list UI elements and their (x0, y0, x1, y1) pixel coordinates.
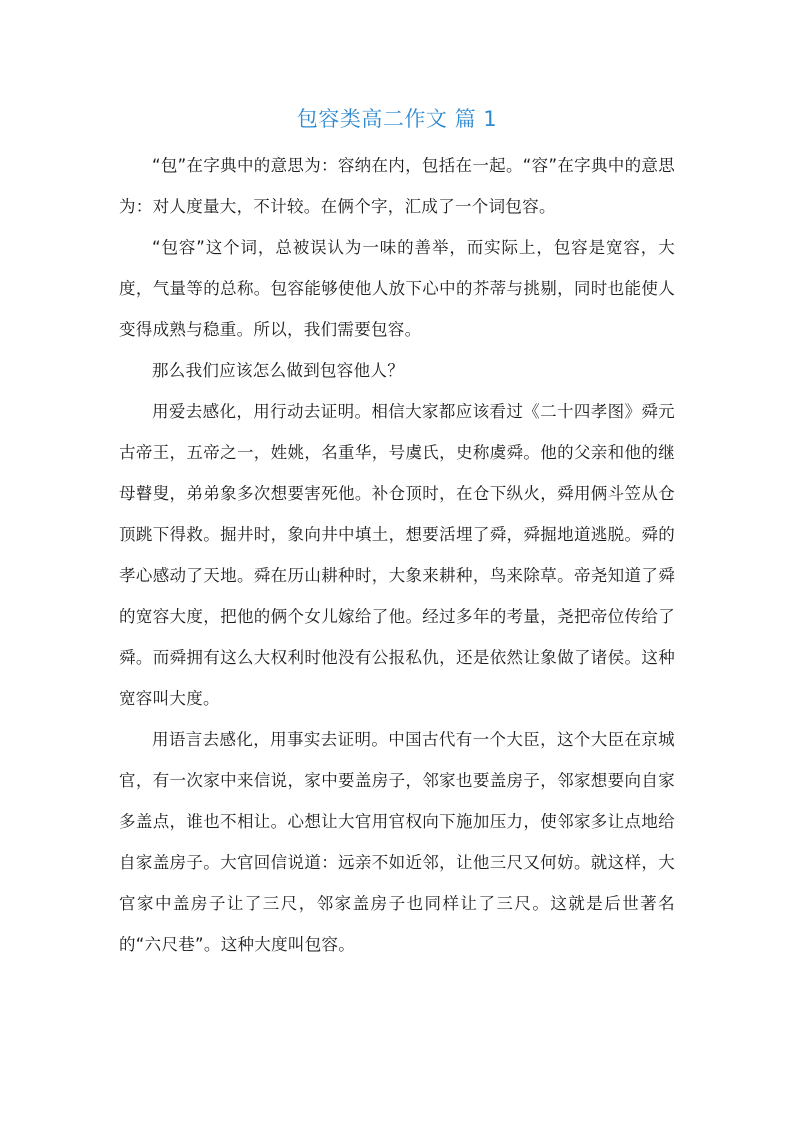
document-title: 包容类高二作文 篇 1 (296, 107, 498, 131)
paragraph-question: 那么我们应该怎么做到包容他人？ (152, 361, 404, 380)
paragraph-definition: “包”在字典中的意思为：容纳在内，包括在一起。“容”在字典中的意思为：对人度量大，不计较。在俩个字，汇成了一个词包容。 (119, 156, 675, 216)
paragraph-meaning: “包容”这个词，总被误认为一味的善举，而实际上，包容是宽容，大度，气量等的总称。包容能够使他人放下心中的芥蒂与挑剔，同时也能使人变得成熟与稳重。所以，我们需要包容。 (119, 238, 675, 339)
paragraph-six-foot-lane: 用语言去感化，用事实去证明。中国古代有一个大臣，这个大臣在京城官，有一次家中来信说，家中要盖房子，邻家也要盖房子，邻家想要向自家多盖点，谁也不相让。心想让大官用官权向下施加压力，使邻家多让点地给自家盖房子。大官回信说道：远亲不如近邻，让他三尺又何妨。就这样，大官家中盖房子让了三尺，邻家盖房子也同样让了三尺。这就是后世著名的“六尺巷”。这种大度叫包容。 (119, 730, 675, 954)
document-page (119, 103, 675, 965)
paragraph-shun-story: 用爱去感化，用行动去证明。相信大家都应该看过《二十四孝图》舜元古帝王，五帝之一，姓姚，名重华，号虞氏，史称虞舜。他的父亲和他的继母瞽叟，弟弟象多次想要害死他。补仓顶时，在仓下纵火，舜用俩斗笠从仓顶跳下得救。掘井时，象向井中填土，想要活埋了舜，舜掘地道逃脱。舜的孝心感动了天地。舜在历山耕种时，大象来耕种，鸟来除草。帝尧知道了舜的宽容大度，把他的俩个女儿嫁给了他。经过多年的考量，尧把帝位传给了舜。而舜拥有这么大权利时他没有公报私仇，还是依然让象做了诸侯。这种宽容叫大度。 (119, 402, 675, 708)
